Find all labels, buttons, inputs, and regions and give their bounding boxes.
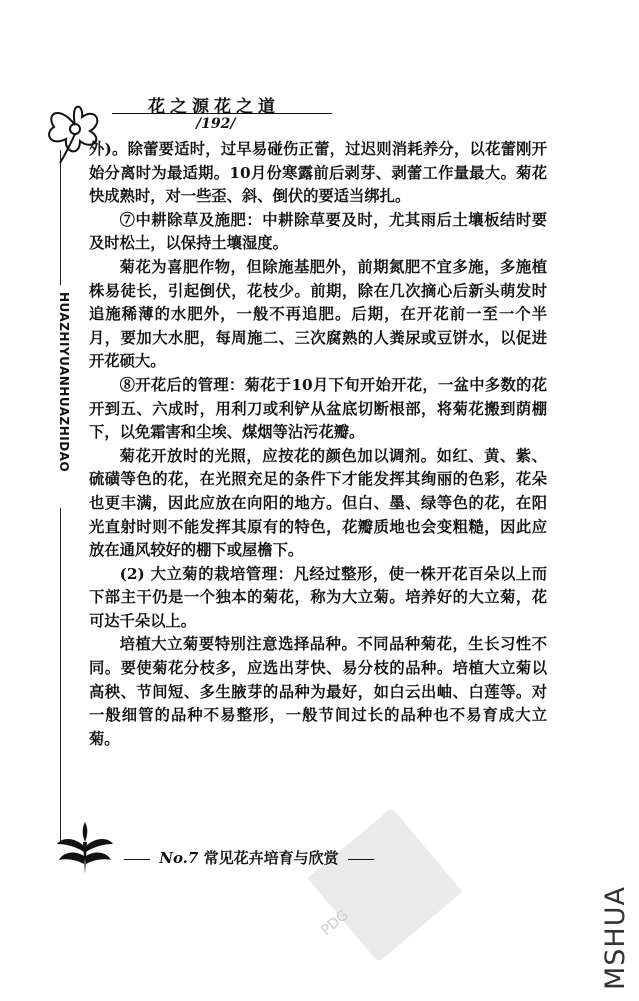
chapter-footer bbox=[120, 847, 378, 868]
header-rule bbox=[112, 113, 332, 114]
side-pinyin-label: HUAZHIYUANHUAZHIDAO bbox=[57, 292, 71, 473]
paragraph: ⑦中耕除草及施肥：中耕除草要及时，尤其雨后土壤板结时要及时松土，以保持土壤湿度。 bbox=[89, 210, 547, 253]
chapter-title: 常见花卉培育与欣赏 bbox=[203, 849, 339, 867]
side-watermark: MSHUA bbox=[600, 886, 631, 990]
paragraph: (2) 大立菊的栽培管理：凡经过整形，使一株开花百朵以上而下部主干仍是一个独本的菊花，称为大立菊。培养好的大立菊，花可达千朵以上。 bbox=[89, 564, 547, 630]
paragraph: 菊花开放时的光照，应按花的颜色加以调剂。如红、黄、紫、硫磺等色的花，在光照充足的条件下才能发挥其绚丽的色彩，花朵也更丰满，因此应放在向阳的地方。但白、墨、绿等色的花，在阳光直射时则不能发挥其原有的特色，花瓣质地也会变粗糙，因此应放在通风较好的棚下或屋檐下。 bbox=[89, 446, 547, 560]
paragraph: 培植大立菊要特别注意选择品种。不同品种菊花，生长习性不同。要使菊花分枝多，应选出芽快、易分枝的品种。培植大立菊以高秧、节间短、多生腋芽的品种为最好，如白云出岫、白莲等。对一般细管的品种不易整形，一般节间过长的品种也不易育成大立菊。 bbox=[89, 635, 547, 748]
footer-dash-left bbox=[124, 859, 150, 860]
paragraph: 菊花为喜肥作物，但除施基肥外，前期氮肥不宜多施，多施植株易徒长，引起倒伏，花枝少。前期，除在几次摘心后新头萌发时追施稀薄的水肥外，一般不再追肥。后期，在开花前一至一个半月，要加大水肥，每周施二、三次腐熟的人粪尿或豆饼水，以促进开花硕大。 bbox=[89, 257, 547, 371]
body-text bbox=[89, 138, 547, 751]
paragraph: 外)。除蕾要适时，过早易碰伤正蕾，过迟则消耗养分，以花蕾刚开始分离时为最适期。10月份寒露前后剥芽、剥蕾工作量最大。菊花快成熟时，对一些歪、斜、倒伏的要适当绑扎。 bbox=[89, 140, 547, 206]
margin-rule-top bbox=[60, 150, 61, 285]
book-title: 花之源花之道 bbox=[148, 97, 280, 117]
page-number: /192/ bbox=[196, 116, 236, 132]
margin-rule-bottom bbox=[60, 508, 61, 843]
paragraph: ⑧开花后的管理：菊花于10月下旬开始开花，一盆中多数的花开到五、六成时，用利刀或利铲从盆底切断根部，将菊花搬到荫棚下，以免霜害和尘埃、煤烟等沾污花瓣。 bbox=[89, 375, 547, 442]
footer-dash-right bbox=[348, 859, 374, 860]
watermark-pdg: PDG bbox=[318, 907, 352, 939]
chapter-number: No.7 bbox=[159, 849, 199, 867]
plant-ornament-icon bbox=[55, 822, 115, 877]
